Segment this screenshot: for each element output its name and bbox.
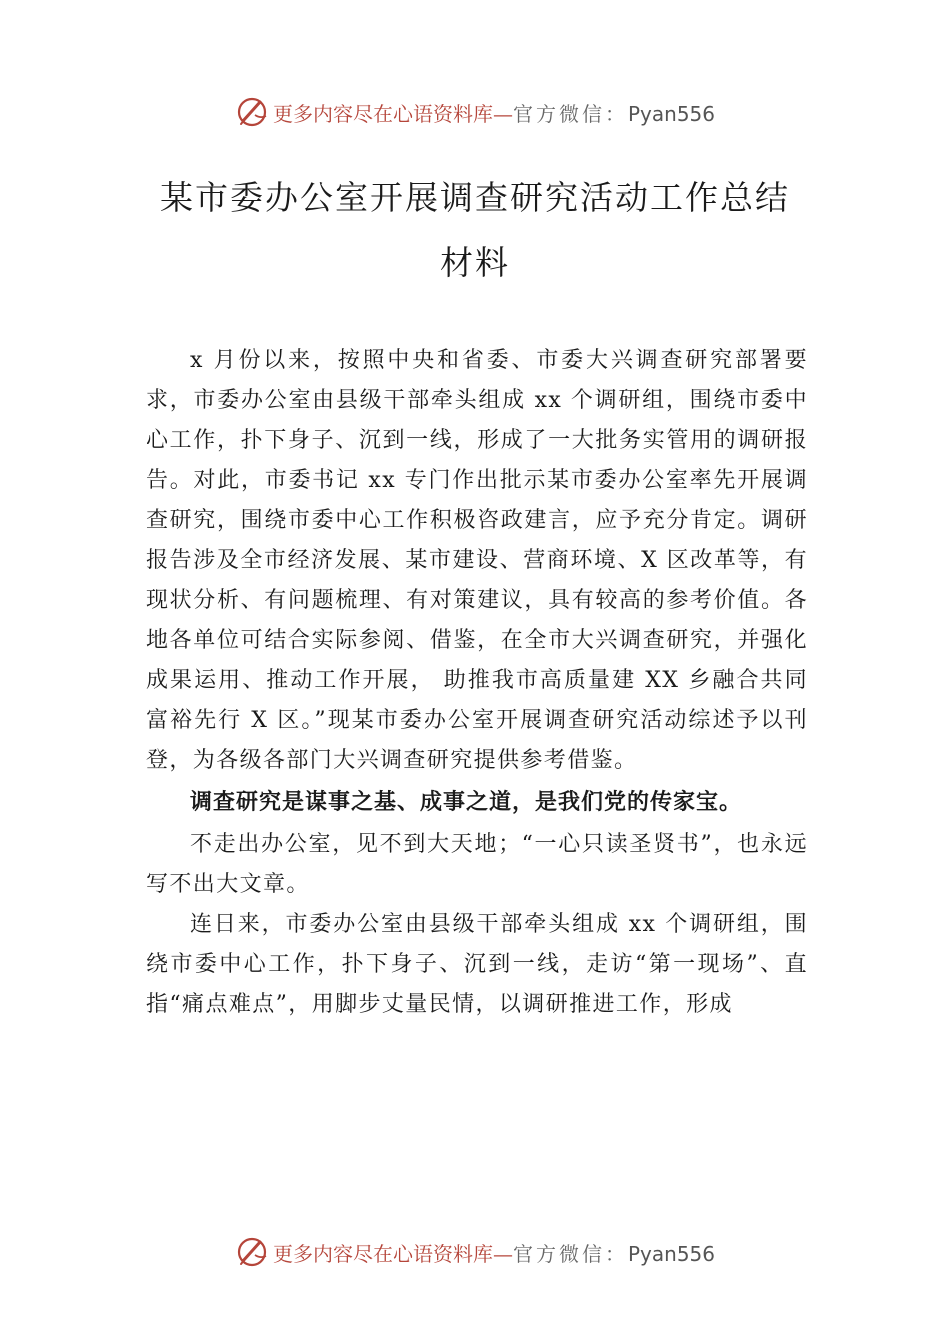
pen-logo-icon xyxy=(235,1235,269,1269)
watermark-text xyxy=(273,1238,715,1267)
paragraph-bold-heading: 调查研究是谋事之基、成事之道，是我们党的传家宝。 xyxy=(190,790,743,815)
paragraph-office: 不走出办公室，见不到大天地；“一心只读圣贤书”，也永远写不出大文章。 xyxy=(146,832,808,897)
watermark-wechat-id: Pyan556 xyxy=(627,1241,715,1266)
watermark-brand: 更多内容尽在心语资料库 xyxy=(272,1241,493,1266)
watermark-brand: 更多内容尽在心语资料库 xyxy=(272,101,493,126)
watermark-label: 官方微信： xyxy=(512,101,628,126)
watermark-header xyxy=(0,92,950,132)
watermark-footer xyxy=(0,1232,950,1272)
document-body xyxy=(146,341,808,1025)
pen-logo-icon xyxy=(235,95,269,129)
title-line-2: 材料 xyxy=(440,243,510,282)
watermark-dash: — xyxy=(492,1241,513,1266)
paragraph-intro: x 月份以来，按照中央和省委、市委大兴调查研究部署要求，市委办公室由县级干部牵头组成 xx 个调研组，围绕市委中心工作，扑下身子、沉到一线，形成了一大批务实管用的调研报告。对此，市委书记 xx 专门作出批示某市委办公室率先开展调查研究，围绕市委中心工作积极咨政建言，应予充分肯定。调研报告涉及全市经济发展、某市建设、营商环境、X 区改革等，有现状分析、有问题梳理、有对策建议，具有较高的参考价值。各地各单位可结合实际参阅、借鉴，在全市大兴调查研究，并强化成果运用、推动工作开展， 助推我市高质量建 XX 乡融合共同富裕先行 X 区。”现某市委办公室开展调查研究活动综述予以刊登，为各级各部门大兴调查研究提供参考借鉴。 xyxy=(146,348,808,773)
document-title xyxy=(140,165,810,295)
watermark-wechat-id: Pyan556 xyxy=(627,101,715,126)
watermark-text xyxy=(273,98,715,127)
title-line-1: 某市委办公室开展调查研究活动工作总结 xyxy=(160,178,790,217)
watermark-dash: — xyxy=(492,101,513,126)
watermark-label: 官方微信： xyxy=(512,1241,628,1266)
paragraph-research-groups: 连日来，市委办公室由县级干部牵头组成 xx 个调研组，围绕市委中心工作，扑下身子、沉到一线，走访“第一现场”、直指“痛点难点”，用脚步丈量民情，以调研推进工作，形成 xyxy=(146,912,808,1017)
